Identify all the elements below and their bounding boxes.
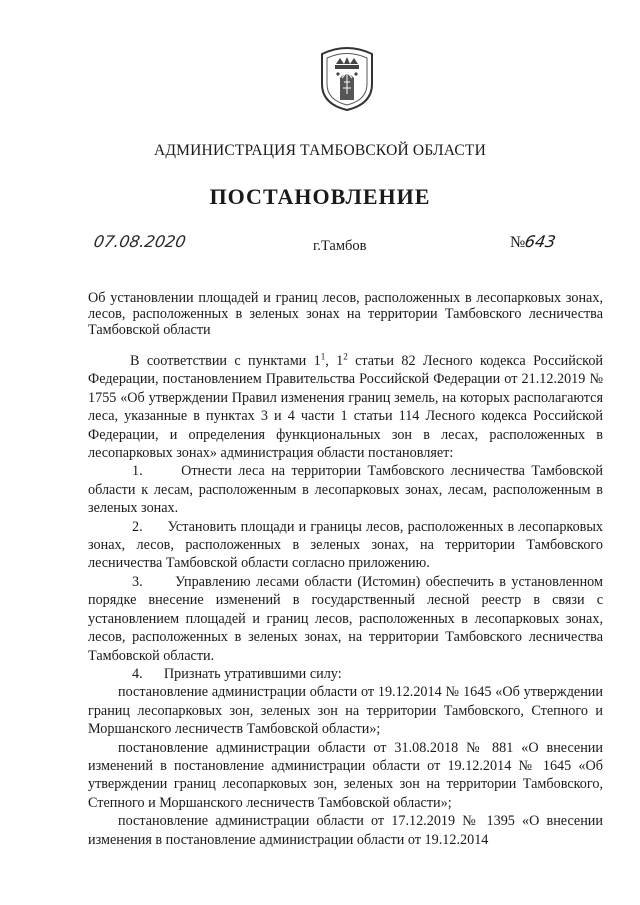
repealed-item: постановление администрации области от 17.12.2019 № 1395 «О внесении изменения в постановление администрации области от 19.12.2014: [88, 813, 603, 848]
number-value: 643: [523, 232, 558, 251]
tambov-coat-of-arms-icon: [318, 44, 376, 112]
list-item: 1. Отнести леса на территории Тамбовского лесничества Тамбовской области к лесам, расположенным в лесопарковых зонах, лесам, расположенным в зеленых зонах.: [88, 463, 603, 517]
repealed-item: постановление администрации области от 31.08.2018 № 881 «О внесении изменений в постановление администрации области от 19.12.2014 № 1645 «Об утверждении границ лесопарковых зон, зеленых зон на территории Тамбовского, Степного и Моршанского лесничеств Тамбовской области»;: [88, 739, 603, 811]
document-number: [510, 232, 556, 252]
list-item: 4. Признать утратившими силу:: [132, 665, 342, 682]
document-city: г.Тамбов: [313, 238, 367, 254]
document-date: 07.08.2020: [92, 232, 188, 251]
preamble-paragraph: В соответствии с пунктами $1^1$, $1^2$ статьи 82 Лесного кодекса Российской Федерации, постановлением Правительства Российской Федерации от 21.12.2019 № 1755 «Об утверждении Правил изменения границ земель, на которых располагаются леса, указанные в пунктах 3 и 4 части 1 статьи 114 Лесного кодекса Российской Федерации, и определения функциональных зон в лесах, расположенных в лесопарковых зонах» администрация области постановляет:: [88, 351, 603, 462]
document-subject: Об установлении площадей и границ лесов, расположенных в лесопарковых зонах, лесов, расположенных в зеленых зонах на территории Тамбовского лесничества Тамбовской области: [88, 290, 603, 338]
number-prefix: №: [510, 234, 526, 251]
list-item: 3. Управлению лесами области (Истомин) обеспечить в установленном порядке внесение изменений в государственный лесной реестр в связи с установлением площадей и границ лесов, расположенных в лесопарковых зонах, лесов, расположенных в зеленых зонах, на территории Тамбовского лесничества Тамбовской области.: [88, 573, 603, 664]
list-item: 2. Установить площади и границы лесов, расположенных в лесопарковых зонах, лесов, расположенных в зеленых зонах, на территории Тамбовского лесничества Тамбовской области согласно приложению.: [88, 518, 603, 572]
organization-name: АДМИНИСТРАЦИЯ ТАМБОВСКОЙ ОБЛАСТИ: [154, 142, 486, 159]
repealed-item: постановление администрации области от 19.12.2014 № 1645 «Об утверждении границ лесопарковых зон, зеленых зон на территории Тамбовского, Степного и Моршанского лесничеств Тамбовской области»;: [88, 684, 603, 738]
document-body: [88, 352, 603, 849]
document-type-title: ПОСТАНОВЛЕНИЕ: [209, 184, 431, 209]
